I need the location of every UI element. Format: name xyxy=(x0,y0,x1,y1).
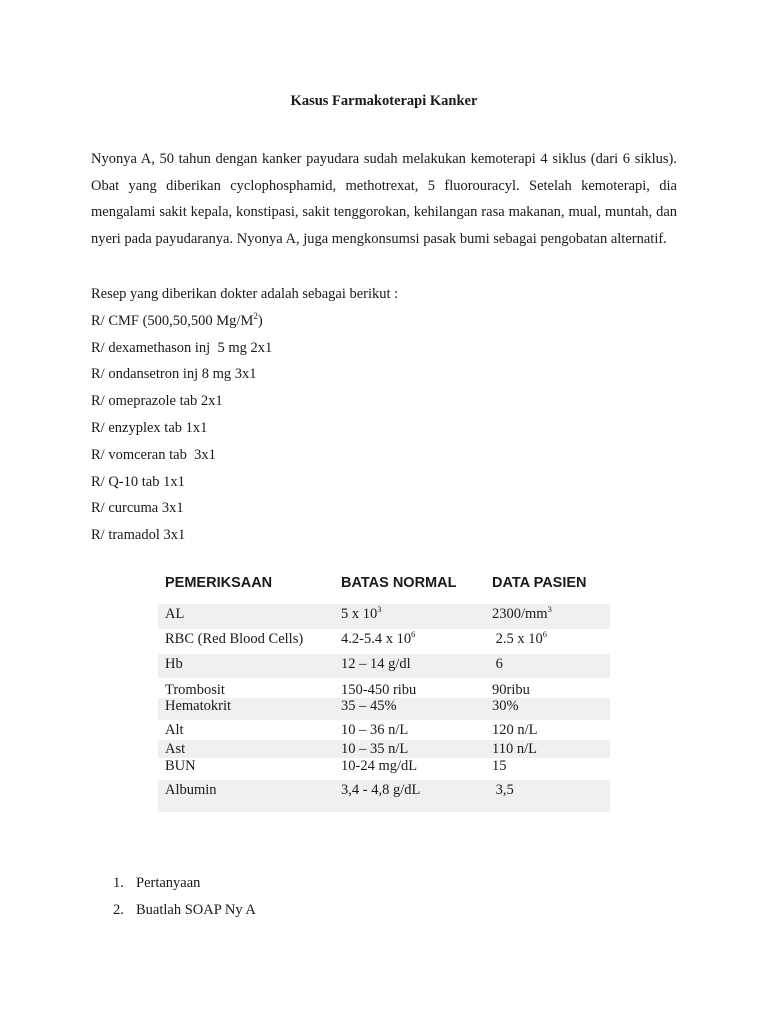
table-row xyxy=(158,604,610,629)
cell-normal-range: 10 – 35 n/L xyxy=(341,741,409,757)
cell-patient-value: $2300/mm^3$ xyxy=(492,604,552,622)
prescription-item: R/ omeprazole tab 2x1 xyxy=(91,393,223,410)
header-batas-normal: BATAS NORMAL xyxy=(341,575,457,591)
case-paragraph: Nyonya A, 50 tahun dengan kanker payudara sudah melakukan kemoterapi 4 siklus (dari 6 siklus). Obat yang diberikan cyclophosphamid, methotrexat, 5 fluorouracyl. Setelah kemoterapi, dia mengalami sakit kepala, konstipasi, sakit tenggorokan, kehilangan rasa makanan, mual, muntah, dan nyeri pada payudaranya. Nyonya A, juga mengkonsumsi pasak bumi sebagai pengobatan alternatif. xyxy=(91,151,677,248)
prescription-item: R/ curcuma 3x1 xyxy=(91,500,184,517)
prescription-item: R/ vomceran tab 3x1 xyxy=(91,446,216,463)
cell-patient-value: 110 n/L xyxy=(492,741,537,757)
question-number: 2. xyxy=(113,902,124,918)
cell-patient-value: 3,5 xyxy=(492,782,514,798)
question-list xyxy=(113,870,613,924)
cell-patient-value: 120 n/L xyxy=(492,722,538,738)
prescription-item: R/ ondansetron inj 8 mg 3x1 xyxy=(91,366,257,383)
cell-normal-range: 10 – 36 n/L xyxy=(341,722,409,738)
prescription-item: R/ dexamethason inj 5 mg 2x1 xyxy=(91,339,273,356)
cell-test: Alt xyxy=(165,722,184,738)
question-item xyxy=(113,870,613,897)
cell-normal-range: 10-24 mg/dL xyxy=(341,758,418,774)
cell-normal-range: 3,4 - 4,8 g/dL xyxy=(341,782,421,798)
prescription-item: R/ tramadol 3x1 xyxy=(91,527,186,544)
cell-normal-range: 4.2-5.4 x $10^6$ xyxy=(341,629,416,647)
cell-patient-value: 30% xyxy=(492,698,519,714)
prescription-item: R/ CMF (500,50,500 $Mg/M^2$) xyxy=(91,310,263,329)
cell-patient-value: 90ribu xyxy=(492,682,530,698)
cell-test: Albumin xyxy=(165,782,217,798)
table-row xyxy=(158,740,610,758)
cell-test: BUN xyxy=(165,758,196,774)
cell-test: Hb xyxy=(165,656,183,672)
table-row xyxy=(158,698,610,720)
prescription-intro: Resep yang diberikan dokter adalah sebagai berikut : xyxy=(91,286,399,302)
question-item xyxy=(113,897,613,924)
cell-patient-value: 2.5 x $10^6$ xyxy=(492,629,547,647)
cell-patient-value: 6 xyxy=(492,656,503,672)
table-header xyxy=(158,568,610,602)
cell-test: Trombosit xyxy=(165,682,225,698)
question-text: Buatlah SOAP Ny A xyxy=(136,902,256,918)
table-row xyxy=(158,780,610,812)
question-text: Pertanyaan xyxy=(136,875,201,891)
table-row xyxy=(158,678,610,698)
prescription-list xyxy=(91,281,681,549)
cell-test: RBC (Red Blood Cells) xyxy=(165,631,304,647)
cell-normal-range: 35 – 45% xyxy=(341,698,397,714)
header-pemeriksaan: PEMERIKSAAN xyxy=(165,575,273,591)
lab-results-table xyxy=(158,568,610,812)
table-row xyxy=(158,720,610,740)
prescription-item: R/ enzyplex tab 1x1 xyxy=(91,419,208,436)
prescription-item: R/ Q-10 tab 1x1 xyxy=(91,473,185,490)
cell-test: Hematokrit xyxy=(165,698,232,714)
question-number: 1. xyxy=(113,875,124,891)
table-row xyxy=(158,758,610,780)
table-row xyxy=(158,654,610,678)
cell-test: Ast xyxy=(165,741,186,757)
cell-normal-range: 12 – 14 g/dl xyxy=(341,656,411,672)
cell-normal-range: 150-450 ribu xyxy=(341,682,417,698)
document-title: Kasus Farmakoterapi Kanker xyxy=(290,93,478,109)
table-row xyxy=(158,629,610,654)
cell-patient-value: 15 xyxy=(492,758,507,774)
cell-normal-range: 5 x $10^3$ xyxy=(341,604,382,622)
header-data-pasien: DATA PASIEN xyxy=(492,575,587,591)
cell-test: AL xyxy=(165,606,185,622)
